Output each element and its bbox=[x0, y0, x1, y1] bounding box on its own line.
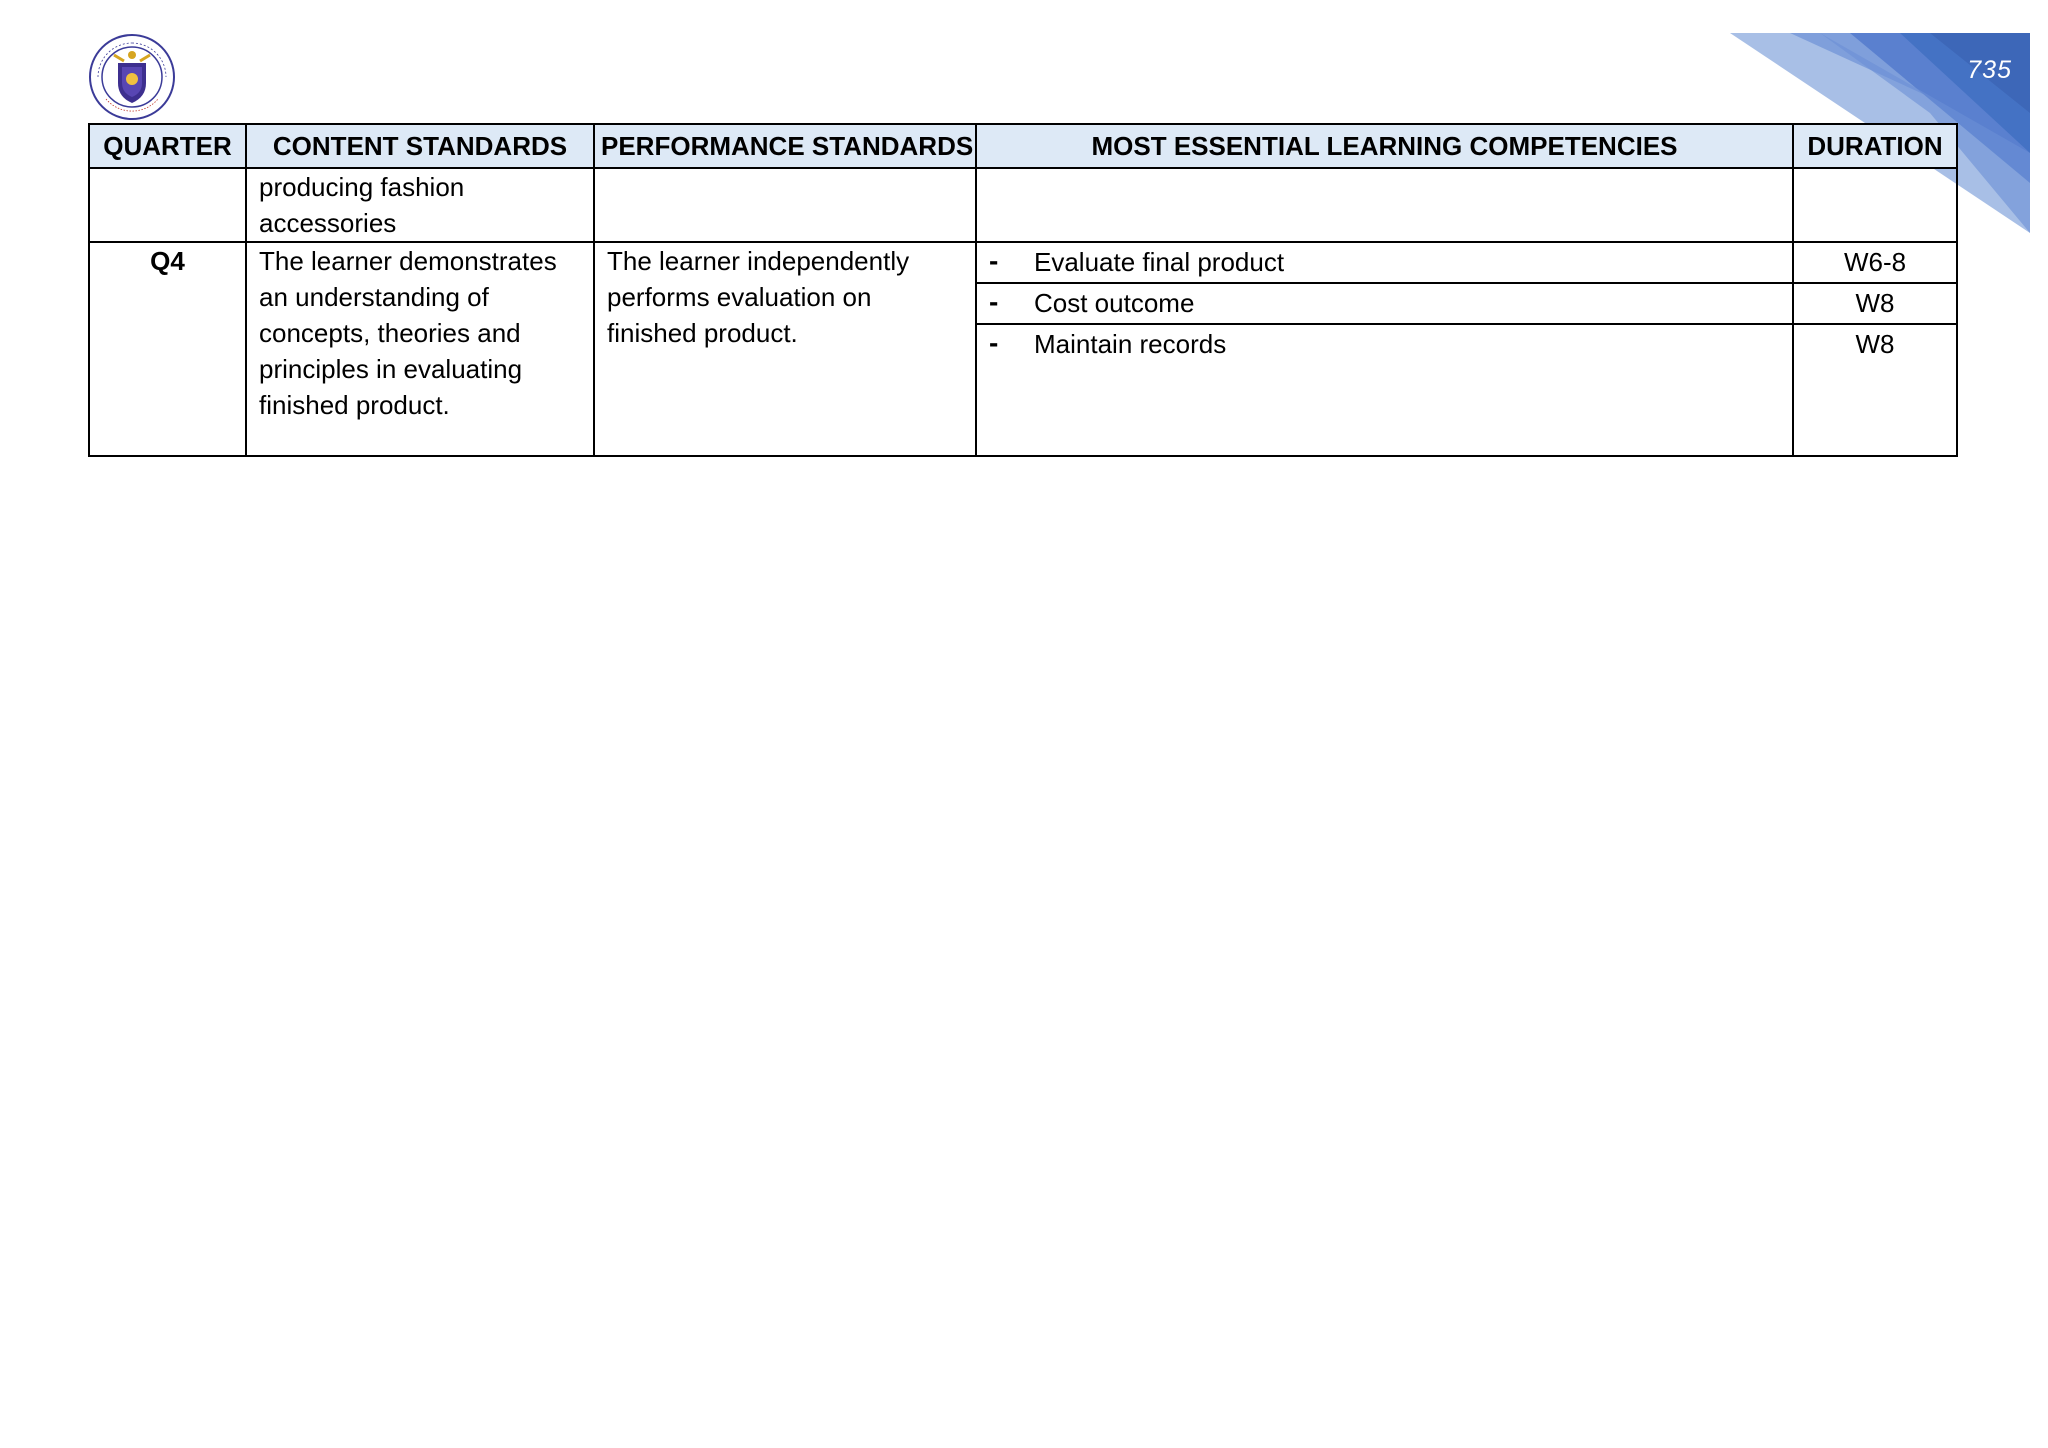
content-standard-cell: producing fashion accessories bbox=[246, 168, 594, 242]
dash-bullet: - bbox=[989, 286, 999, 317]
dash-bullet: - bbox=[989, 245, 999, 276]
melc-table bbox=[88, 123, 1958, 457]
column-header-competencies: MOST ESSENTIAL LEARNING COMPETENCIES bbox=[976, 124, 1793, 168]
competency-text: Cost outcome bbox=[1034, 288, 1195, 318]
quarter-cell: Q4 bbox=[89, 242, 246, 456]
table-row bbox=[89, 242, 1957, 456]
column-header-performance-standards: PERFORMANCE STANDARDS bbox=[594, 124, 976, 168]
competency-text: Evaluate final product bbox=[1034, 247, 1285, 277]
quarter-cell bbox=[89, 168, 246, 242]
duration-value: W8 bbox=[1794, 284, 1956, 325]
duration-cell bbox=[1793, 168, 1957, 242]
list-item bbox=[977, 284, 1792, 325]
column-header-quarter: QUARTER bbox=[89, 124, 246, 168]
table-row bbox=[89, 168, 1957, 242]
competency-list bbox=[977, 243, 1792, 364]
list-item bbox=[977, 325, 1792, 364]
content-standard-cell: The learner demonstrates an understanding of concepts, theories and principles in evaluating finished product. bbox=[246, 242, 594, 456]
duration-value: W8 bbox=[1855, 329, 1895, 359]
competency-cell bbox=[976, 168, 1793, 242]
page-number: 735 bbox=[1967, 56, 2012, 84]
competency-cell bbox=[976, 242, 1793, 456]
table-header-row bbox=[89, 124, 1957, 168]
dash-bullet: - bbox=[989, 327, 999, 358]
duration-cell bbox=[1793, 242, 1957, 456]
duration-list bbox=[1794, 243, 1956, 364]
column-header-duration: DURATION bbox=[1793, 124, 1957, 168]
deped-seal-icon bbox=[88, 33, 176, 121]
column-header-content-standards: CONTENT STANDARDS bbox=[246, 124, 594, 168]
performance-standard-cell: The learner independently performs evaluation on finished product. bbox=[594, 242, 976, 456]
duration-value: W6-8 bbox=[1794, 243, 1956, 284]
list-item bbox=[977, 243, 1792, 284]
competency-text: Maintain records bbox=[1034, 329, 1227, 359]
performance-standard-cell bbox=[594, 168, 976, 242]
